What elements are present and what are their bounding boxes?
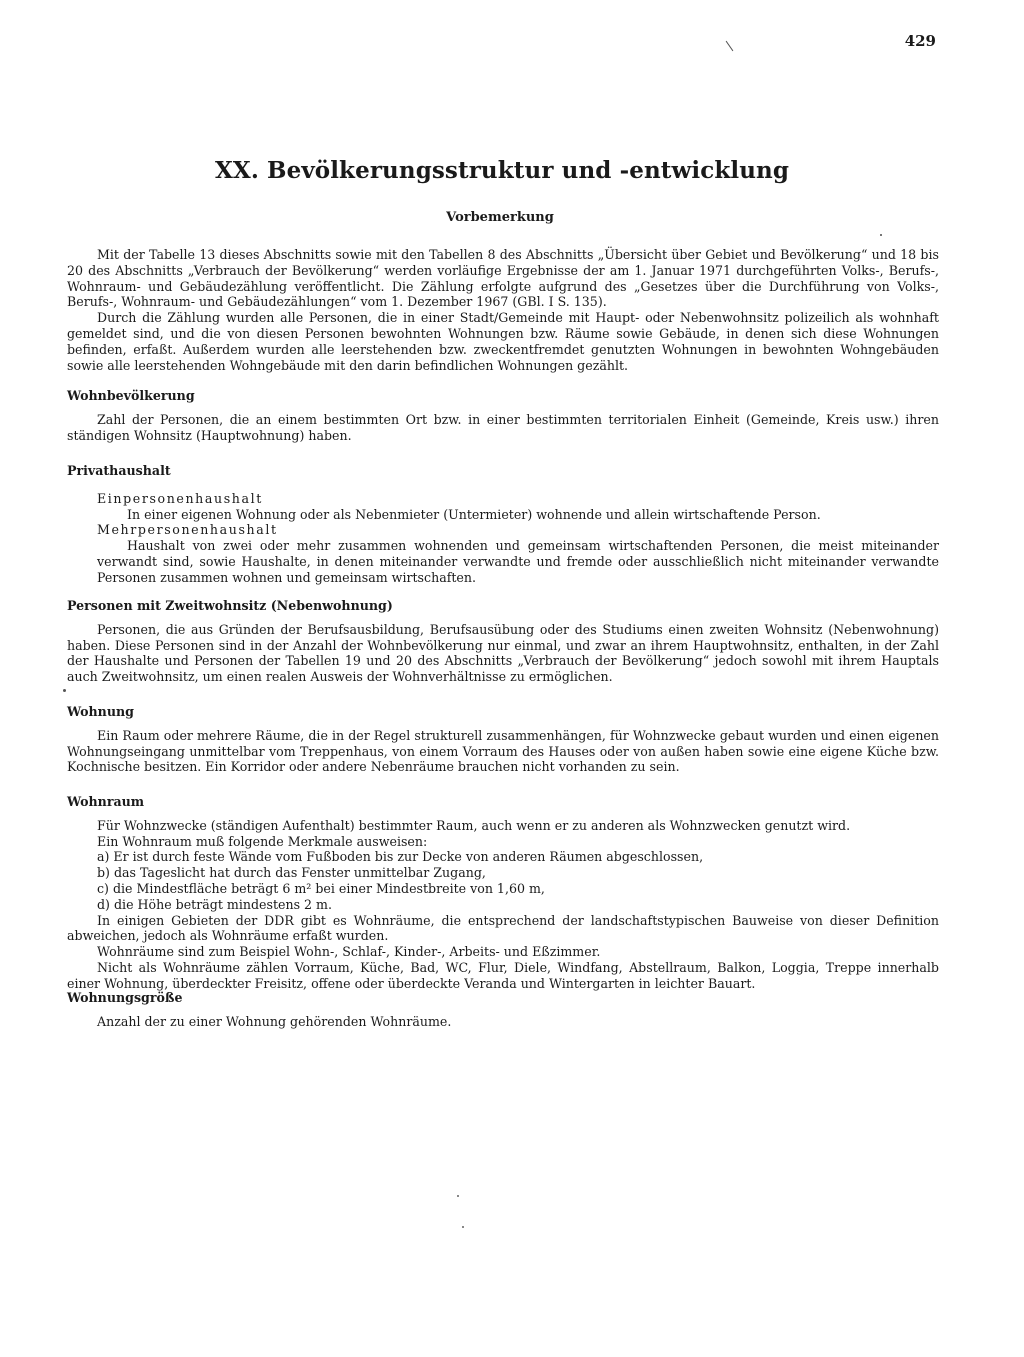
zweitwohnsitz-definition: Personen, die aus Gründen der Berufsausbildung, Berufsausübung oder des Studiums einen zweiten Wohnsitz (Nebenwohnung) haben. Diese Personen sind in der Anzahl der Wohnbevölkerung nur einmal, und zwar an ihrem Hauptwohnsitz, enthalten, in der Zahl der Haushalte und Personen der Tabellen 19 und 20 des Abschnitts „Verbrauch der Bevölkerung“ jedoch sowohl mit ihrem Hauptals auch Zweitwohnsitz, um einen realen Ausweis der Wohnverhältnisse zu ermöglichen. [67,621,939,685]
wohnraum-ausnahmen-paragraph: Nicht als Wohnräume zählen Vorraum, Küche, Bad, WC, Flur, Diele, Windfang, Abstellraum, Balkon, Loggia, Treppe innerhalb einer Wohnung, überdeckter Freisitz, offene oder überdeckte Veranda und Wintergarten in leichter Bauart. [67,959,939,991]
wohnraum-section [67,794,939,992]
wohnraum-merkmal-d: d) die Höhe beträgt mindestens 2 m. [97,896,332,912]
wohnungsgroesse-heading: Wohnungsgröße [67,990,183,1005]
term-mehrpersonenhaushalt: Mehrpersonenhaushalt [97,522,278,538]
wohnbevoelkerung-heading: Wohnbevölkerung [67,388,195,403]
vorbemerkung-paragraph-2: Durch die Zählung wurden alle Personen, die in einer Stadt/Gemeinde mit Haupt- oder Nebenwohnsitz polizeilich als wohnhaft gemeldet sind, und die von diesen Personen bewohnten Wohnungen bzw. Räume sowie Gebäude, in denen sich diese Wohnungen befinden, erfaßt. Außerdem wurden alle leerstehenden bzw. zweckentfremdet genutzten Wohnungen in bewohnten Wohngebäuden sowie alle leerstehenden Wohngebäude mit den darin befindlichen Wohnungen gezählt. [67,310,939,373]
definition-einpersonenhaushalt: In einer eigenen Wohnung oder als Nebenmieter (Untermieter) wohnende und allein wirtschaftende Person. [127,506,821,522]
privathaushalt-heading: Privathaushalt [67,463,171,478]
wohnungsgroesse-section [67,990,939,1030]
zweitwohnsitz-section [67,598,939,685]
wohnraum-merkmale-intro: Ein Wohnraum muß folgende Merkmale ausweisen: [97,833,428,849]
vorbemerkung-heading: Vorbemerkung [446,210,554,225]
scan-mark [726,41,734,51]
wohnraum-beispiel-paragraph: Wohnräume sind zum Beispiel Wohn-, Schlaf-, Kinder-, Arbeits- und Eßzimmer. [97,944,601,960]
privathaushalt-section [67,463,939,586]
wohnraum-merkmal-a: a) Er ist durch feste Wände vom Fußboden bis zur Decke von anderen Räumen abgeschlossen, [97,849,704,865]
wohnung-definition: Ein Raum oder mehrere Räume, die in der Regel strukturell zusammenhängen, für Wohnzwecke gebaut wurden und einen eigenen Wohnungseingang unmittelbar vom Treppenhaus, von einem Vorraum des Hauses oder von außen haben sowie eine eigene Küche bzw. Kochnische besitzen. Ein Korridor oder andere Nebenräume brauchen nicht vorhanden zu sein. [67,727,939,775]
chapter-title: XX. Bevölkerungsstruktur und -entwicklung [214,157,790,184]
wohnraum-merkmal-b: b) das Tageslicht hat durch das Fenster unmittelbar Zugang, [97,865,486,881]
wohnraum-ddr-paragraph: In einigen Gebieten der DDR gibt es Wohnräume, die entsprechend der landschaftstypischen Bauweise von dieser Definition abweichen, jedoch als Wohnräume erfaßt wurden. [67,912,939,944]
wohnraum-definition: Für Wohnzwecke (ständigen Aufenthalt) bestimmter Raum, auch wenn er zu anderen als Wohnzwecken genutzt wird. [97,817,851,833]
scan-mark [63,689,66,692]
term-einpersonenhaushalt: Einpersonenhaushalt [97,490,263,506]
wohnung-heading: Wohnung [67,704,134,719]
zweitwohnsitz-heading: Personen mit Zweitwohnsitz (Nebenwohnung) [67,598,393,613]
definition-mehrpersonenhaushalt: Haushalt von zwei oder mehr zusammen wohnenden und gemeinsam wirtschaftenden Personen, die meist miteinander verwandt sind, sowie Haushalte, in denen miteinander verwandte und fremde oder ausschließlich nicht miteinander verwandte Personen zusammen wohnen und gemeinsam wirtschaften. [97,538,939,585]
scan-mark [457,1195,459,1197]
page-number: 429 [904,32,936,50]
scan-mark [462,1226,464,1228]
vorbemerkung-section [67,247,939,373]
wohnbevoelkerung-section [67,388,939,443]
wohnung-section [67,704,939,775]
wohnraum-heading: Wohnraum [67,794,145,809]
wohnungsgroesse-definition: Anzahl der zu einer Wohnung gehörenden Wohnräume. [97,1013,452,1029]
scan-mark [880,234,882,236]
vorbemerkung-paragraph-1: Mit der Tabelle 13 dieses Abschnitts sowie mit den Tabellen 8 des Abschnitts „Übersicht über Gebiet und Bevölkerung“ und 18 bis 20 des Abschnitts „Verbrauch der Bevölkerung“ werden vorläufige Ergebnisse der am 1. Januar 1971 durchgeführten Volks-, Berufs-, Wohnraum- und Gebäudezählung veröffentlicht. Die Zählung erfolgte aufgrund des „Gesetzes über die Durchführung von Volks-, Berufs-, Wohnraum- und Gebäudezählungen“ vom 1. Dezember 1967 (GBl. I S. 135). [67,247,939,310]
wohnraum-merkmal-c: c) die Mindestfläche beträgt 6 m² bei einer Mindestbreite von 1,60 m, [97,880,545,896]
wohnbevoelkerung-definition: Zahl der Personen, die an einem bestimmten Ort bzw. in einer bestimmten territorialen Einheit (Gemeinde, Kreis usw.) ihren ständigen Wohnsitz (Hauptwohnung) haben. [67,411,939,443]
